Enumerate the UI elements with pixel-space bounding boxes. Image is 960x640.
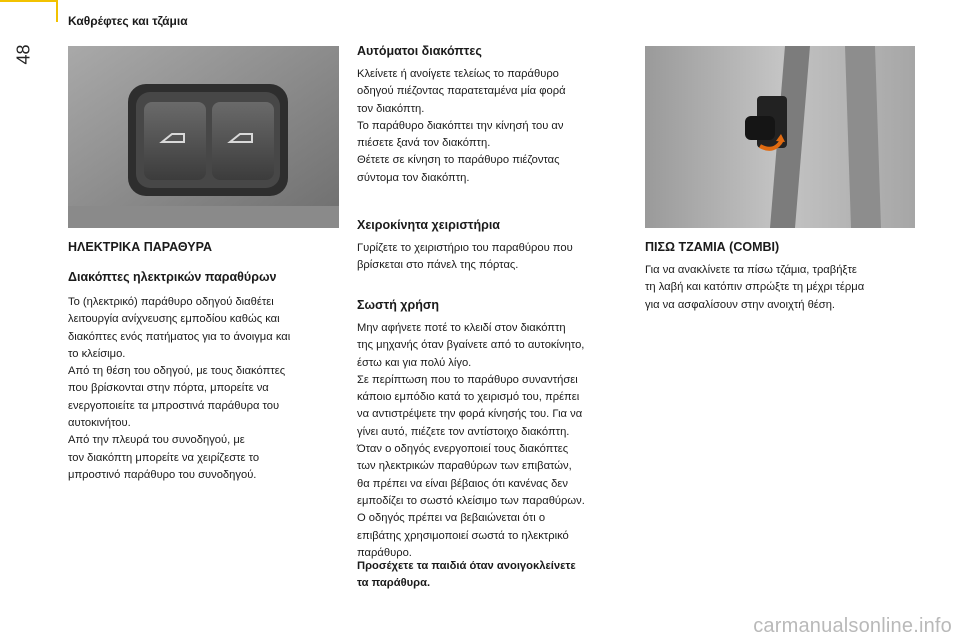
window-switches-subheading: Διακόπτες ηλεκτρικών παραθύρων	[68, 270, 277, 284]
power-windows-heading: ΗΛΕΚΤΡΙΚΑ ΠΑΡΑΘΥΡΑ	[68, 240, 213, 254]
proper-use-text: Μην αφήνετε ποτέ το κλειδί στον διακόπτη της μηχανής όταν βγαίνετε από το αυτοκίνητο, έστω και για πολύ λίγο. Σε περίπτωση που το παράθυρο συναντήσει κάποιο εμπόδιο κατά το χειρισμό του, πρέπει να αντιστρέψετε την φορά κίνησής του. Για να γίνει αυτό, πιέζετε τον αντίστοιχο διακόπτη. Όταν ο οδηγός ενεργοποιεί τους διακόπτες των ηλεκτρικών παραθύρων των επιβατών, θα πρέπει να είναι βέβαιος ότι κανένας δεν εμποδίζει το σωστό κλείσιμο των παραθύρων. Ο οδηγός πρέπει να βεβαιώνεται ότι ο επιβάτης χρησιμοποιεί σωστά το ηλεκτρικό παράθυρο.	[357, 322, 585, 559]
window-switches-photo	[68, 46, 339, 228]
proper-use-heading: Σωστή χρήση	[357, 298, 440, 312]
header-rule-vertical	[56, 0, 58, 22]
automatic-switches-text: Κλείνετε ή ανοίγετε τελείως το παράθυρο οδηγού πιέζοντας παρατεταμένα μία φορά τον διακόπτη. Το παράθυρο διακόπτει την κίνησή του αν πιέσετε ξανά τον διακόπτη. Θέτετε σε κίνηση το παράθυρο πιέζοντας σύντομα τον διακόπτη.	[357, 68, 566, 184]
rear-windows-text: Για να ανακλίνετε τα πίσω τζάμια, τραβήξτε τη λαβή και κατόπιν σπρώξτε τη μέχρι τέρμα για να ασφαλίσουν στην ανοιχτή θέση.	[645, 264, 865, 311]
manual-controls-text: Γυρίζετε το χειριστήριο του παραθύρου που βρίσκεται στο πάνελ της πόρτας.	[357, 242, 573, 272]
header-rule-horizontal	[0, 0, 56, 2]
manual-controls-heading: Χειροκίνητα χειριστήρια	[357, 218, 500, 232]
window-switches-text: Το (ηλεκτρικό) παράθυρο οδηγού διαθέτει λειτουργία ανίχνευσης εμποδίου καθώς και διακόπτες ενός πατήματος για το άνοιγμα και το κλείσιμο. Από τη θέση του οδηγού, με τους διακόπτες που βρίσκονται στην πόρτα, μπορείτε να ενεργοποιείτε τα μπροστινά παράθυρα του αυτοκινήτου. Από την πλευρά του συνοδηγού, με τον διακόπτη μπορείτε να χειρίζεστε το μπροστινό παράθυρο του συνοδηγού.	[68, 296, 291, 481]
section-title: Καθρέφτες και τζάμια	[68, 14, 188, 28]
rear-windows-heading: ΠΙΣΩ ΤΖΑΜΙΑ (COMBI)	[645, 240, 780, 254]
watermark: carmanualsonline.info	[753, 615, 952, 637]
automatic-switches-heading: Αυτόματοι διακόπτες	[357, 44, 482, 58]
page-number: 48	[13, 44, 34, 65]
children-warning-text: Προσέχετε τα παιδιά όταν ανοιγοκλείνετε τα παράθυρα.	[357, 560, 576, 590]
rear-window-latch-photo	[645, 46, 915, 228]
